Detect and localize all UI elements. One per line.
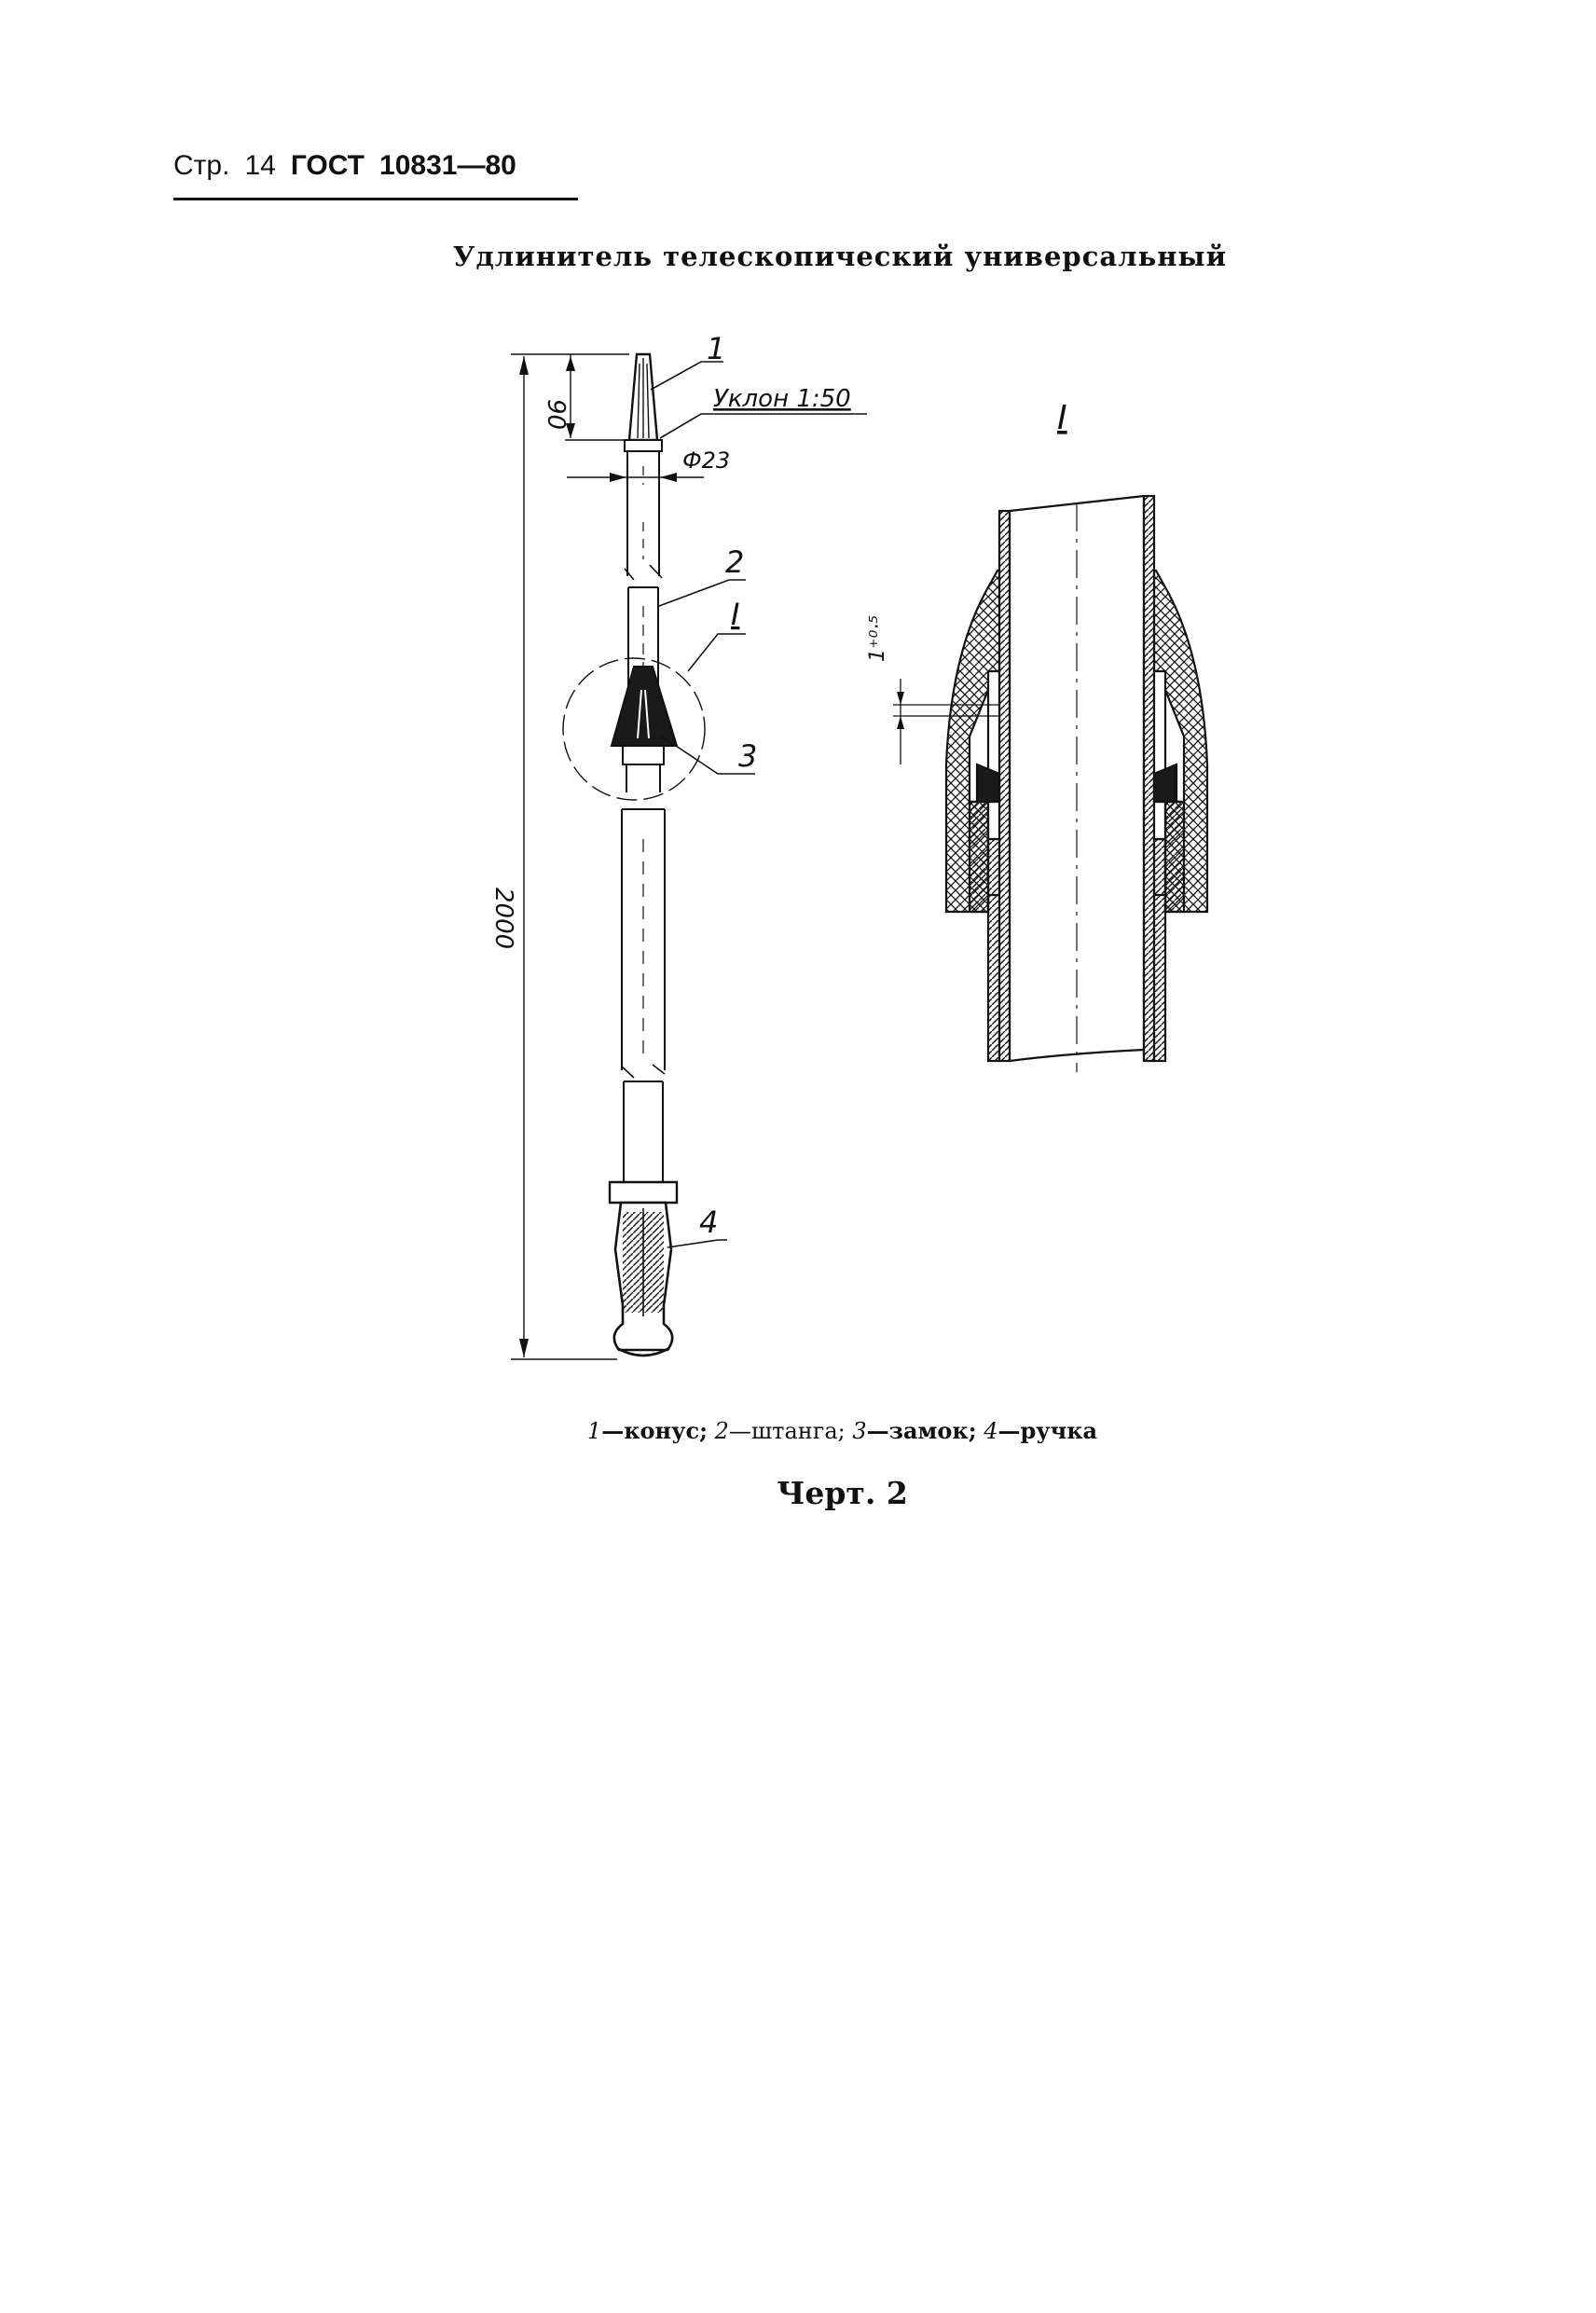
legend-label-2: —штанга; bbox=[728, 1418, 846, 1444]
dimension-2000: 2000 bbox=[489, 888, 517, 950]
detail-marker: I bbox=[731, 597, 740, 632]
legend-label-1: —конус; bbox=[601, 1417, 708, 1444]
callout-3: 3 bbox=[738, 738, 758, 774]
lock-part bbox=[612, 667, 677, 746]
legend-num-4: 4 bbox=[984, 1418, 998, 1444]
slope-label: Уклон 1:50 bbox=[713, 385, 851, 413]
diameter-label: Ф23 bbox=[682, 447, 731, 474]
dimension-gap: 1⁺⁰·⁵ bbox=[866, 614, 889, 662]
legend-num-1: 1 bbox=[586, 1418, 602, 1444]
callout-4: 4 bbox=[699, 1205, 719, 1240]
figure-caption: Черт. 2 bbox=[777, 1475, 908, 1511]
legend-num-3: 3 bbox=[852, 1418, 867, 1444]
page-label: Стр. bbox=[173, 150, 230, 181]
standard-number: 10831—80 bbox=[379, 150, 516, 181]
dimension-90: 90 bbox=[542, 399, 570, 431]
standard-name: ГОСТ bbox=[290, 150, 365, 181]
detail-title: I bbox=[1057, 399, 1067, 437]
page-title: Удлинитель телескопический универсальный bbox=[452, 241, 1228, 272]
extension-assembly bbox=[610, 354, 677, 1356]
dimensions bbox=[511, 354, 704, 1359]
callout-2: 2 bbox=[725, 544, 745, 580]
legend-label-3: —замок; bbox=[866, 1417, 977, 1444]
callout-1: 1 bbox=[707, 331, 726, 366]
legend-num-2: 2 bbox=[714, 1418, 729, 1444]
detail-section bbox=[946, 496, 1207, 1072]
legend-label-4: —ручка bbox=[998, 1417, 1098, 1444]
page-number: 14 bbox=[244, 150, 276, 181]
leaders bbox=[651, 362, 867, 1247]
figure-legend bbox=[0, 1417, 1596, 1444]
